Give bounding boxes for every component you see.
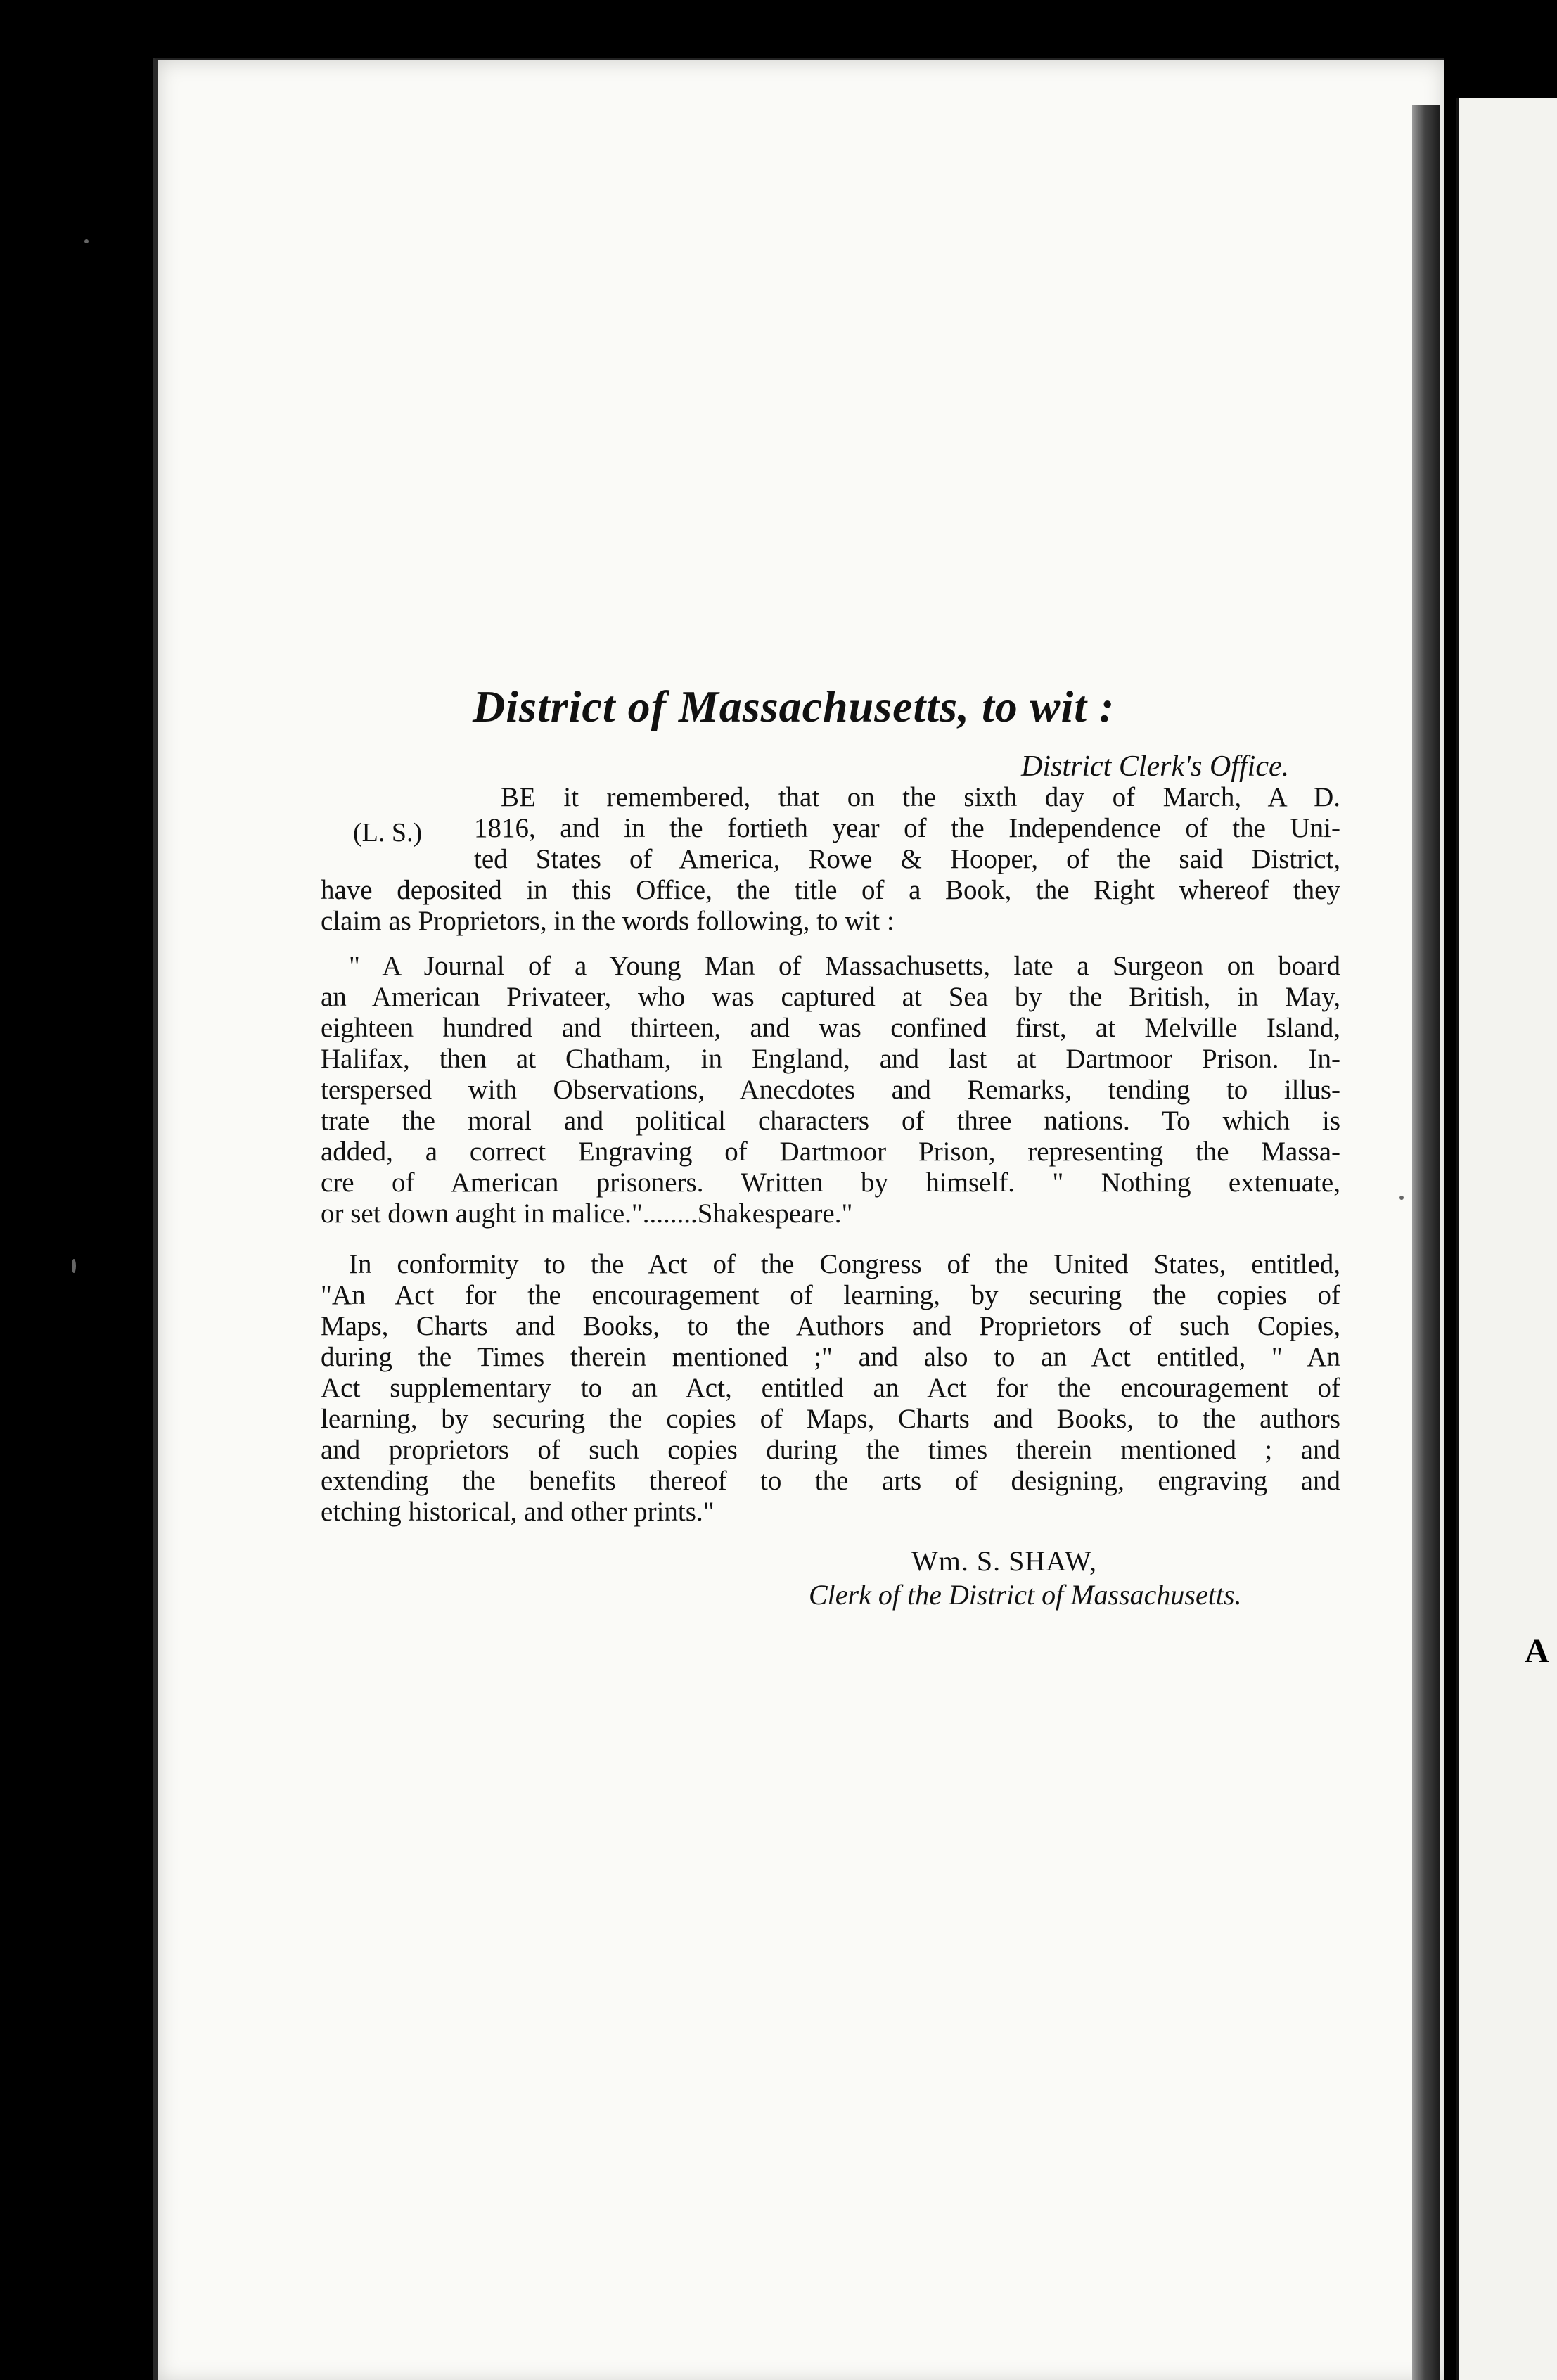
paragraph-line: Halifax, then at Chatham, in England, and last at Dartmoor Prison. In- [321,1044,1340,1074]
paragraph-line: "An Act for the encouragement of learning, by securing the copies of [321,1280,1340,1310]
scan-speck [1399,1196,1404,1200]
paragraph-line: trate the moral and political characters of three nations. To which is [321,1106,1340,1136]
paragraph-line: claim as Proprietors, in the words following, to wit : [321,906,895,936]
paragraph-line: In conformity to the Act of the Congress of the United States, entitled, [349,1249,1340,1279]
document-heading: District of Massachusetts, to wit : [473,682,1115,731]
paragraph-line: eighteen hundred and thirteen, and was confined first, at Melville Island, [321,1013,1340,1043]
office-line: District Clerk's Office. [1021,750,1290,783]
signature-title: Clerk of the District of Massachusetts. [809,1579,1242,1611]
paragraph-line: " A Journal of a Young Man of Massachusetts, late a Surgeon on board [349,951,1340,981]
paragraph-line: extending the benefits thereof to the arts of designing, engraving and [321,1466,1340,1496]
seal-label: (L. S.) [353,818,423,847]
facing-page-letter: A [1525,1632,1549,1670]
paragraph-line: or set down aught in malice."........Shakespeare." [321,1198,853,1229]
paragraph-line: BE it remembered, that on the sixth day of March, A D. [501,782,1340,812]
paragraph-line: have deposited in this Office, the title of a Book, the Right whereof they [321,875,1340,905]
paragraph-line: cre of American prisoners. Written by himself. " Nothing extenuate, [321,1167,1340,1198]
paragraph-line: learning, by securing the copies of Maps, Charts and Books, to the authors [321,1404,1340,1434]
act-conformity-paragraph [321,1249,1340,1528]
paragraph-line: ted States of America, Rowe & Hooper, of the said District, [474,844,1340,874]
paragraph-line: Act supplementary to an Act, entitled an Act for the encouragement of [321,1373,1340,1403]
signature-name: Wm. S. SHAW, [911,1545,1098,1577]
paragraph-line: etching historical, and other prints." [321,1497,715,1527]
scan-speck [84,239,89,243]
paragraph-line: and proprietors of such copies during the times therein mentioned ; and [321,1435,1340,1465]
paragraph-line: added, a correct Engraving of Dartmoor Prison, representing the Massa- [321,1137,1340,1167]
book-title-paragraph [321,951,1340,1229]
paragraph-line: during the Times therein mentioned ;" and also to an Act entitled, " An [321,1342,1340,1372]
paragraph-line: terspersed with Observations, Anecdotes and Remarks, tending to illus- [321,1075,1340,1105]
remembrance-paragraph [321,782,1340,937]
paragraph-line: Maps, Charts and Books, to the Authors and Proprietors of such Copies, [321,1311,1340,1341]
paragraph-line: 1816, and in the fortieth year of the Independence of the Uni- [474,813,1340,843]
book-gutter-shadow [1412,105,1440,2380]
facing-page-edge [1456,98,1557,2380]
paragraph-line: an American Privateer, who was captured at Sea by the British, in May, [321,982,1340,1012]
scan-speck [72,1259,76,1273]
